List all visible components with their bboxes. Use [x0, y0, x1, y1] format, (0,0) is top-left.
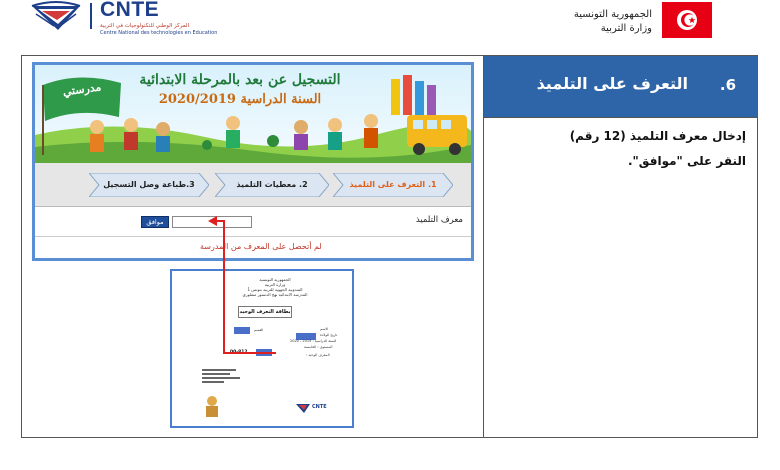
card-id-prefix: 00-812 [230, 350, 248, 355]
step-header [484, 56, 758, 118]
madrasati-logo: مدرستي [61, 80, 103, 99]
card-level-label: المستوى : الخامسة [304, 345, 333, 349]
card-logo-text: CNTE [312, 404, 327, 410]
step-tab-data-label: 2. معطيات التلميذ [236, 180, 308, 189]
card-footer-text [202, 367, 242, 383]
form-divider [35, 236, 471, 237]
ok-button[interactable]: موافق [141, 216, 169, 228]
card-code-label: المعرف الوحيد : [306, 353, 330, 357]
card-birth-label: تاريخ الولادة [320, 333, 338, 337]
card-header-line: المدرسة الابتدائية نهج الدستور منفلوري [242, 292, 308, 297]
step-column [483, 56, 758, 437]
step-title: التعرف على التلميذ [536, 74, 688, 93]
card-class-box [234, 327, 250, 334]
card-header-line: وزارة التربية [264, 282, 286, 287]
card-year-label: السنة الدراسية : 2019 - 2020 [290, 339, 337, 343]
cnte-emblem-icon [28, 0, 84, 34]
step-tab-identify-label: 1. التعرف على التلميذ [349, 180, 437, 189]
id-card-thumbnail [170, 269, 354, 428]
cnte-subtitle-ar: المركز الوطني للتكنولوجيات في التربية [100, 23, 190, 29]
banner-year: السنة الدراسية 2020/2019 [158, 92, 322, 107]
banner-title: التسجيل عن بعد بالمرحلة الابتدائية [139, 72, 341, 88]
instruction-line-1: إدخال معرف التلميذ (12 رقم) [569, 129, 746, 143]
student-id-input[interactable] [172, 216, 252, 228]
steps-strip [35, 163, 471, 207]
tunisia-flag-icon [662, 2, 712, 38]
logo-divider [90, 3, 92, 29]
school-stamp-icon [202, 393, 222, 419]
republic-name: الجمهورية التونسية [573, 9, 652, 20]
card-cnte-logo [296, 403, 336, 415]
card-title: بطاقة التعرف الوحيد [238, 306, 292, 318]
step-instructions [496, 124, 746, 174]
student-id-label: معرف التلميذ [415, 215, 463, 225]
card-id-box [256, 349, 272, 356]
card-name-label: الاسم [320, 327, 329, 331]
cnte-logo [28, 0, 258, 36]
card-header [230, 277, 320, 297]
cnte-name: CNTE [100, 0, 160, 21]
card-header-line: المندوبية الجهوية للتربية بتونس 1 [247, 287, 303, 292]
card-class-label: القسم [254, 328, 264, 332]
cnte-emblem-icon [296, 404, 310, 414]
republic-heading [574, 8, 652, 36]
card-header-line: الجمهورية التونسية [259, 277, 291, 282]
step-tab-data[interactable] [215, 173, 329, 197]
step-tab-print[interactable] [89, 173, 209, 197]
no-id-link[interactable]: لم أتحصل على المعرف من المدرسة [200, 242, 322, 251]
cnte-subtitle-fr: Centre National des technologies en Education [100, 30, 218, 36]
step-number: 6. [719, 76, 736, 94]
instruction-line-2: النقر على "موافق". [627, 154, 746, 168]
registration-screenshot [32, 62, 474, 261]
ministry-name: وزارة التربية [600, 23, 652, 34]
step-tab-identify[interactable] [333, 173, 453, 197]
step-tab-print-label: 3.طباعة وصل التسجيل [103, 180, 195, 189]
instruction-table [21, 55, 758, 438]
